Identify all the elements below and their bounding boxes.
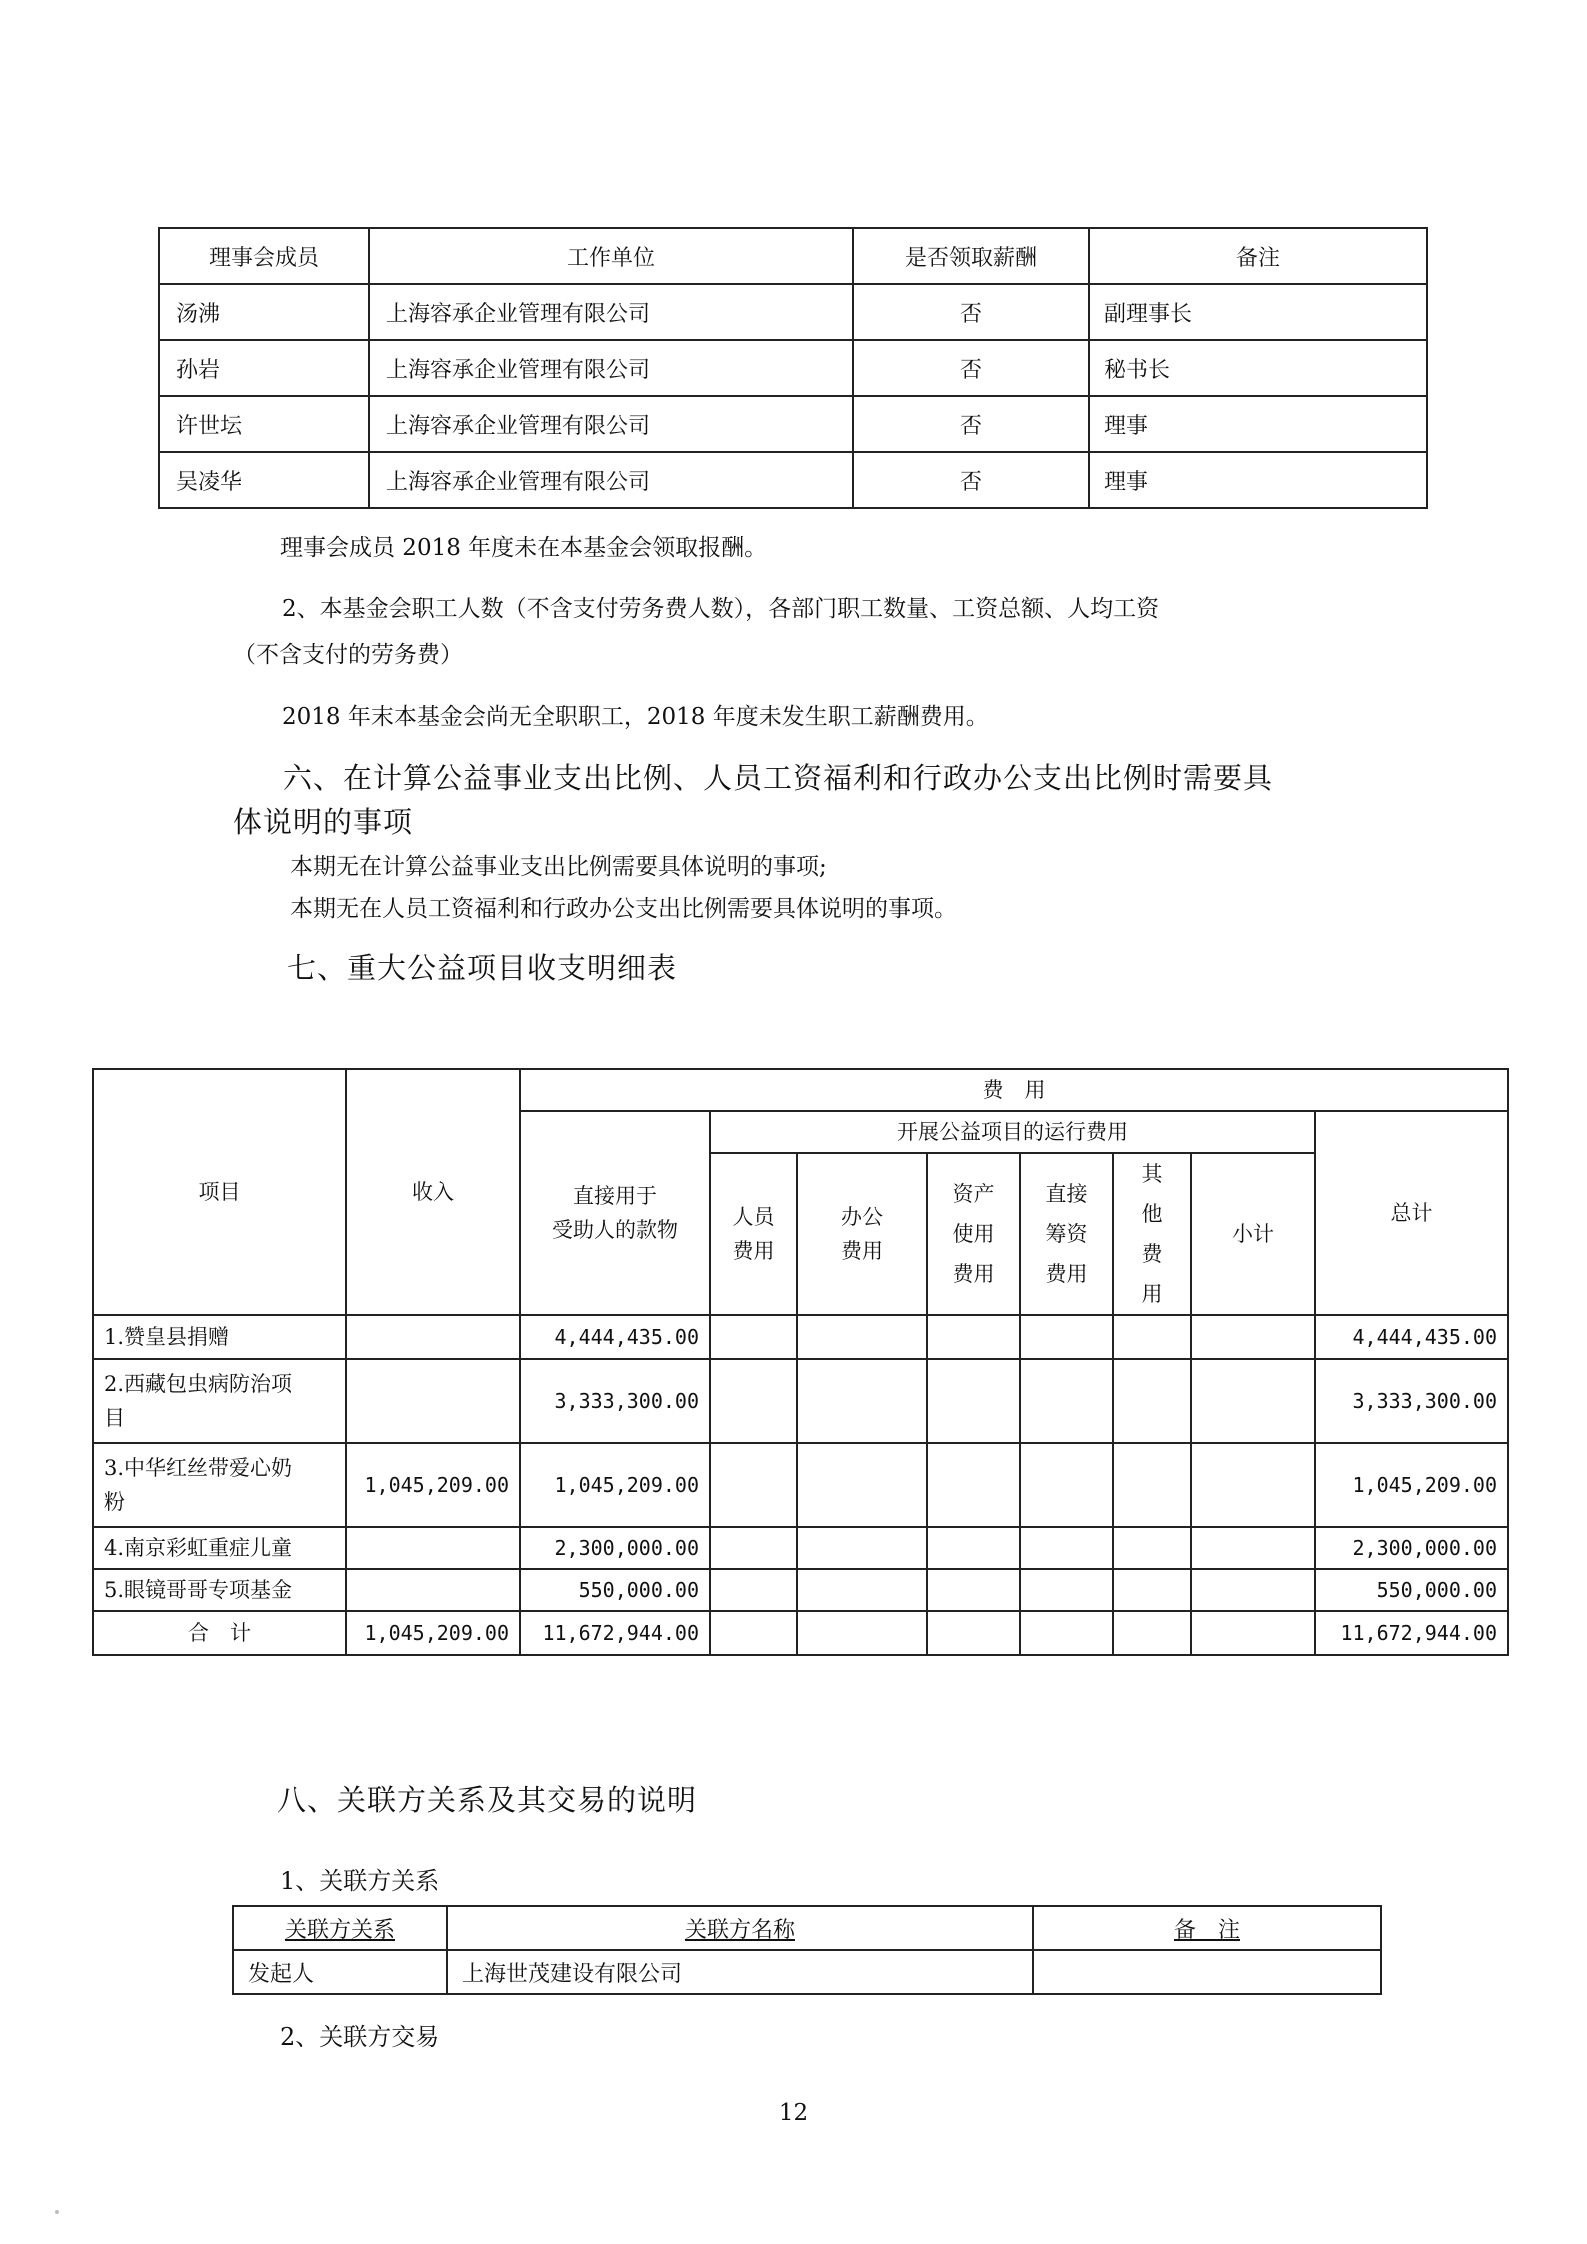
empty-cell — [1020, 1443, 1113, 1527]
header-total: 总计 — [1315, 1111, 1508, 1315]
header-direct-line1: 直接用于 — [573, 1184, 657, 1208]
empty-cell — [1020, 1315, 1113, 1359]
empty-cell — [797, 1315, 927, 1359]
empty-cell — [927, 1611, 1020, 1655]
header-asset-line3: 费用 — [952, 1262, 995, 1286]
header-running: 开展公益项目的运行费用 — [710, 1111, 1315, 1153]
header-cell: 是否领取薪酬 — [853, 228, 1089, 284]
section6-paragraph2: 本期无在人员工资福利和行政办公支出比例需要具体说明的事项。 — [290, 896, 957, 922]
header-subtotal: 小计 — [1191, 1153, 1315, 1315]
header-staff-line2: 费用 — [732, 1239, 775, 1263]
empty-cell — [1191, 1315, 1315, 1359]
empty-cell — [710, 1569, 797, 1611]
section8-sub2: 2、关联方交易 — [280, 2023, 440, 2051]
header-asset — [927, 1153, 1020, 1315]
empty-cell — [797, 1611, 927, 1655]
header-fund-line1: 直接 — [1045, 1182, 1088, 1206]
header-other-line2: 他 — [1141, 1202, 1163, 1226]
member-paid: 否 — [853, 284, 1089, 340]
project-direct: 3,333,300.00 — [520, 1359, 710, 1443]
project-name-line2: 目 — [104, 1406, 125, 1430]
sum-total: 11,672,944.00 — [1315, 1611, 1508, 1655]
header-expense: 费 用 — [520, 1069, 1508, 1111]
empty-cell — [710, 1359, 797, 1443]
member-employer: 上海容承企业管理有限公司 — [369, 284, 853, 340]
table-row — [93, 1359, 1508, 1443]
empty-cell — [1113, 1315, 1191, 1359]
relation-type: 发起人 — [233, 1950, 447, 1994]
sum-label: 合 计 — [93, 1611, 346, 1655]
empty-cell — [710, 1527, 797, 1569]
board-pay-paragraph: 理事会成员 2018 年度未在本基金会领取报酬。 — [280, 535, 768, 561]
empty-cell — [927, 1359, 1020, 1443]
project-name — [93, 1443, 346, 1527]
member-name: 许世坛 — [159, 396, 369, 452]
table-header-row — [159, 228, 1427, 284]
member-note: 理事 — [1089, 452, 1427, 508]
header-cell: 备注 — [1089, 228, 1427, 284]
staff-answer-paragraph: 2018 年末本基金会尚无全职职工，2018 年度未发生职工薪酬费用。 — [282, 704, 989, 730]
table-row — [93, 1443, 1508, 1527]
project-total: 1,045,209.00 — [1315, 1443, 1508, 1527]
project-total: 3,333,300.00 — [1315, 1359, 1508, 1443]
section8-sub1: 1、关联方关系 — [280, 1867, 440, 1895]
project-direct: 1,045,209.00 — [520, 1443, 710, 1527]
empty-cell — [1191, 1569, 1315, 1611]
section6-title-line1: 六、在计算公益事业支出比例、人员工资福利和行政办公支出比例时需要具 — [283, 761, 1274, 795]
empty-cell — [1191, 1611, 1315, 1655]
empty-cell — [710, 1315, 797, 1359]
table-row — [93, 1569, 1508, 1611]
section7-title: 七、重大公益项目收支明细表 — [287, 951, 678, 985]
member-note: 秘书长 — [1089, 340, 1427, 396]
project-total: 550,000.00 — [1315, 1569, 1508, 1611]
empty-cell — [797, 1569, 927, 1611]
empty-cell — [927, 1315, 1020, 1359]
empty-cell — [1020, 1359, 1113, 1443]
project-income — [346, 1527, 520, 1569]
table-header-row — [93, 1069, 1508, 1111]
header-income: 收入 — [346, 1069, 520, 1315]
project-direct: 2,300,000.00 — [520, 1527, 710, 1569]
member-paid: 否 — [853, 340, 1089, 396]
project-name: 5.眼镜哥哥专项基金 — [93, 1569, 346, 1611]
empty-cell — [1191, 1359, 1315, 1443]
empty-cell — [1113, 1569, 1191, 1611]
project-expense-table — [92, 1068, 1509, 1656]
header-asset-line2: 使用 — [952, 1222, 995, 1246]
header-cell: 关联方关系 — [233, 1906, 447, 1950]
empty-cell — [1020, 1611, 1113, 1655]
sum-income: 1,045,209.00 — [346, 1611, 520, 1655]
project-name-line1: 3.中华红丝带爱心奶 — [104, 1456, 293, 1480]
project-income: 1,045,209.00 — [346, 1443, 520, 1527]
header-cell: 关联方名称 — [447, 1906, 1033, 1950]
table-row — [93, 1315, 1508, 1359]
table-sum-row — [93, 1611, 1508, 1655]
project-income — [346, 1569, 520, 1611]
header-item: 项目 — [93, 1069, 346, 1315]
header-asset-line1: 资产 — [952, 1182, 995, 1206]
table-row — [233, 1950, 1381, 1994]
header-fundraising — [1020, 1153, 1113, 1315]
section6-title-line2: 体说明的事项 — [233, 805, 414, 839]
header-staff — [710, 1153, 797, 1315]
staff-question-line1: 2、本基金会职工人数（不含支付劳务费人数），各部门职工数量、工资总额、人均工资 — [282, 596, 1160, 622]
table-header-row — [233, 1906, 1381, 1950]
empty-cell — [927, 1527, 1020, 1569]
empty-cell — [927, 1443, 1020, 1527]
header-staff-line1: 人员 — [732, 1205, 775, 1229]
project-direct: 4,444,435.00 — [520, 1315, 710, 1359]
member-employer: 上海容承企业管理有限公司 — [369, 396, 853, 452]
empty-cell — [797, 1527, 927, 1569]
header-other — [1113, 1153, 1191, 1315]
empty-cell — [927, 1569, 1020, 1611]
table-row — [93, 1527, 1508, 1569]
member-note: 副理事长 — [1089, 284, 1427, 340]
header-office — [797, 1153, 927, 1315]
empty-cell — [797, 1359, 927, 1443]
staff-question-line2: （不含支付的劳务费） — [233, 642, 463, 668]
empty-cell — [1113, 1611, 1191, 1655]
sum-direct: 11,672,944.00 — [520, 1611, 710, 1655]
scan-mark — [55, 2210, 59, 2214]
empty-cell — [797, 1443, 927, 1527]
empty-cell — [1020, 1569, 1113, 1611]
empty-cell — [1191, 1527, 1315, 1569]
empty-cell — [710, 1443, 797, 1527]
table-row — [159, 452, 1427, 508]
member-paid: 否 — [853, 396, 1089, 452]
project-total: 2,300,000.00 — [1315, 1527, 1508, 1569]
table-row — [159, 396, 1427, 452]
header-office-line1: 办公 — [841, 1205, 883, 1229]
project-name: 4.南京彩虹重症儿童 — [93, 1527, 346, 1569]
header-direct-line2: 受助人的款物 — [552, 1218, 678, 1242]
project-income — [346, 1359, 520, 1443]
member-note: 理事 — [1089, 396, 1427, 452]
header-cell: 理事会成员 — [159, 228, 369, 284]
header-other-line1: 其 — [1141, 1162, 1163, 1186]
member-employer: 上海容承企业管理有限公司 — [369, 452, 853, 508]
project-income — [346, 1315, 520, 1359]
section8-title: 八、关联方关系及其交易的说明 — [277, 1783, 698, 1817]
member-paid: 否 — [853, 452, 1089, 508]
empty-cell — [710, 1611, 797, 1655]
table-row — [159, 284, 1427, 340]
empty-cell — [1113, 1527, 1191, 1569]
header-cell: 备 注 — [1033, 1906, 1381, 1950]
header-fund-line2: 筹资 — [1045, 1222, 1088, 1246]
related-party-table — [232, 1905, 1382, 1995]
member-name: 汤沸 — [159, 284, 369, 340]
project-name — [93, 1359, 346, 1443]
header-office-line2: 费用 — [841, 1239, 883, 1263]
table-row — [159, 340, 1427, 396]
header-other-line4: 用 — [1141, 1282, 1163, 1306]
board-members-table — [158, 227, 1428, 509]
empty-cell — [1191, 1443, 1315, 1527]
project-name-line2: 粉 — [104, 1490, 125, 1514]
relation-name: 上海世茂建设有限公司 — [447, 1950, 1033, 1994]
member-employer: 上海容承企业管理有限公司 — [369, 340, 853, 396]
section6-paragraph1: 本期无在计算公益事业支出比例需要具体说明的事项; — [290, 854, 827, 880]
empty-cell — [1113, 1443, 1191, 1527]
page-number: 12 — [778, 2100, 809, 2126]
project-name: 1.赞皇县捐赠 — [93, 1315, 346, 1359]
project-total: 4,444,435.00 — [1315, 1315, 1508, 1359]
header-other-line3: 费 — [1141, 1242, 1163, 1266]
project-name-line1: 2.西藏包虫病防治项 — [104, 1372, 293, 1396]
empty-cell — [1113, 1359, 1191, 1443]
relation-note — [1033, 1950, 1381, 1994]
project-direct: 550,000.00 — [520, 1569, 710, 1611]
member-name: 吴凌华 — [159, 452, 369, 508]
member-name: 孙岩 — [159, 340, 369, 396]
header-fund-line3: 费用 — [1045, 1262, 1088, 1286]
empty-cell — [1020, 1527, 1113, 1569]
header-cell: 工作单位 — [369, 228, 853, 284]
header-direct — [520, 1111, 710, 1315]
